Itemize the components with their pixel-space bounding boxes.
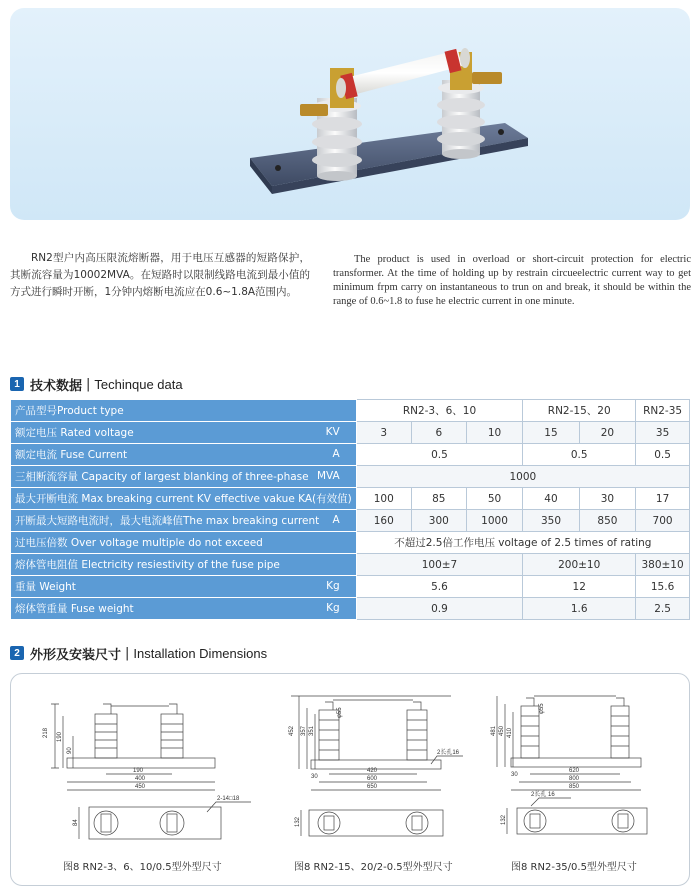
- table-row: [11, 444, 690, 466]
- table-row: [11, 510, 690, 532]
- row-label-text: 产品型号Product type: [15, 405, 124, 417]
- drawing-rn2-3-6-10: [43, 704, 251, 839]
- table-cell: 50: [466, 488, 522, 510]
- section-title-cn: 外形及安装尺寸: [30, 647, 122, 663]
- row-label: [11, 598, 357, 620]
- row-unit: A: [332, 448, 340, 460]
- table-cell: 1.6: [523, 598, 636, 620]
- dim-width-2: 600: [367, 776, 378, 782]
- installation-dimensions-panel: [10, 673, 690, 886]
- description-chinese: RN2型户内高压限流熔断器，用于电压互感器的短路保护，其断流容量为10002MVA。在短路时以限制线路电流到最小值的方式进行瞬时开断，1分钟内熔断电流应在0.6~1.8A范围内。: [10, 252, 310, 298]
- table-row: [11, 598, 690, 620]
- row-unit: Kg: [326, 580, 340, 592]
- table-cell: 1000: [466, 510, 522, 532]
- figure-caption-1: 图8 RN2-3、6、10/0.5型外型尺寸: [63, 862, 222, 873]
- table-cell: 2.5: [636, 598, 690, 620]
- section-title-en: Techinque data: [94, 376, 183, 392]
- table-cell: 35: [636, 422, 690, 444]
- table-cell: RN2-35: [636, 400, 690, 422]
- table-cell: 100: [356, 488, 411, 510]
- table-row: [11, 466, 690, 488]
- dim-height-3: 410: [507, 727, 513, 738]
- table-cell: 30: [579, 488, 635, 510]
- row-label-text: 三相断流容量 Capacity of largest blanking of three-phase: [15, 471, 309, 483]
- fuse-product-illustration: [10, 8, 690, 220]
- table-cell: 700: [636, 510, 690, 532]
- table-cell: 0.5: [636, 444, 690, 466]
- table-cell: 5.6: [356, 576, 523, 598]
- row-label: [11, 576, 357, 598]
- row-unit: A: [332, 514, 340, 526]
- dim-height-2: 357: [301, 725, 307, 736]
- dim-width-3: 650: [367, 784, 378, 790]
- product-image-panel: [10, 8, 690, 220]
- row-label: [11, 532, 357, 554]
- dim-depth: 132: [295, 816, 301, 827]
- dim-width-1: 620: [569, 768, 580, 774]
- section-separator: |: [125, 645, 130, 661]
- table-row: [11, 532, 690, 554]
- dim-hole: 2长孔16: [437, 750, 460, 756]
- drawing-rn2-15-20: [289, 696, 463, 836]
- table-cell: 20: [579, 422, 635, 444]
- dim-height-1: 452: [289, 725, 295, 736]
- row-label-text: 过电压倍数 Over voltage multiple do not exceed: [15, 537, 263, 549]
- table-cell: 40: [523, 488, 579, 510]
- dim-height-2: 190: [57, 731, 63, 742]
- row-unit: MVA: [316, 470, 340, 482]
- dimension-drawings: [11, 674, 690, 886]
- dim-width-3: 850: [569, 784, 580, 790]
- section-heading-tech-data: [10, 375, 183, 393]
- section-heading-installation: [10, 644, 267, 662]
- dim-depth: 84: [73, 819, 79, 826]
- row-unit: Kg: [326, 602, 340, 614]
- row-label: [11, 444, 357, 466]
- row-label-text: 开断最大短路电流时，最大电流峰值The max breaking current: [15, 515, 320, 527]
- table-cell: 17: [636, 488, 690, 510]
- table-cell: 0.5: [523, 444, 636, 466]
- table-cell: 160: [356, 510, 411, 532]
- row-label: [11, 554, 357, 576]
- dim-height-3: 90: [67, 747, 73, 754]
- row-label: [11, 400, 357, 422]
- technical-data-table: [10, 399, 690, 620]
- table-row: [11, 488, 690, 510]
- table-cell: 15.6: [636, 576, 690, 598]
- section-number-badge: 2: [10, 646, 24, 660]
- row-label-text: 最大开断电流 Max breaking current KV effective vakue KA(有效值): [15, 493, 352, 505]
- section-title-en: Installation Dimensions: [133, 645, 268, 661]
- dim-height-1: 481: [491, 725, 497, 736]
- row-label: [11, 466, 357, 488]
- table-cell: RN2-15、20: [523, 400, 636, 422]
- section-separator: |: [86, 376, 91, 392]
- table-cell: 0.9: [356, 598, 523, 620]
- dim-offset: 30: [311, 774, 318, 780]
- dim-diameter: φ55: [337, 707, 343, 718]
- row-label-text: 额定电压 Rated voltage: [15, 427, 134, 439]
- table-row: [11, 422, 690, 444]
- figure-caption-2: 图8 RN2-15、20/2-0.5型外型尺寸: [294, 862, 453, 873]
- table-cell: RN2-3、6、10: [356, 400, 523, 422]
- table-cell: 850: [579, 510, 635, 532]
- row-unit: KV: [325, 426, 340, 438]
- row-label-text: 重量 Weight: [15, 581, 76, 593]
- dim-depth: 132: [501, 814, 507, 825]
- table-cell: 380±10: [636, 554, 690, 576]
- table-row: [11, 400, 690, 422]
- table-cell: 不超过2.5倍工作电压 voltage of 2.5 times of rating: [356, 532, 689, 554]
- table-cell: 10: [466, 422, 522, 444]
- row-label-text: 额定电流 Fuse Current: [15, 449, 128, 461]
- table-cell: 6: [411, 422, 466, 444]
- dim-hole: 2-14□18: [217, 796, 240, 802]
- table-cell: 12: [523, 576, 636, 598]
- table-cell: 200±10: [523, 554, 636, 576]
- table-row: [11, 576, 690, 598]
- table-cell: 15: [523, 422, 579, 444]
- dim-width-3: 450: [135, 784, 146, 790]
- dim-hole: 2长孔 16: [531, 792, 555, 798]
- table-cell: 100±7: [356, 554, 523, 576]
- drawing-rn2-35: [491, 696, 647, 834]
- row-label: [11, 488, 357, 510]
- table-cell: 85: [411, 488, 466, 510]
- table-cell: 0.5: [356, 444, 523, 466]
- table-cell: 1000: [356, 466, 689, 488]
- table-cell: 300: [411, 510, 466, 532]
- dim-width-2: 400: [135, 776, 146, 782]
- dim-diameter: φ55: [539, 703, 545, 714]
- row-label-text: 熔体管电阻值 Electricity resiestivity of the fuse pipe: [15, 559, 280, 571]
- row-label: [11, 510, 357, 532]
- section-title-cn: 技术数据: [30, 378, 83, 394]
- dim-width-1: 190: [133, 768, 144, 774]
- dim-height-2: 450: [499, 725, 505, 736]
- table-row: [11, 554, 690, 576]
- dim-height-3: 351: [309, 725, 315, 736]
- dim-width-2: 800: [569, 776, 580, 782]
- table-cell: 3: [356, 422, 411, 444]
- dim-height-1: 218: [43, 727, 49, 738]
- dim-width-1: 420: [367, 768, 378, 774]
- row-label: [11, 422, 357, 444]
- figure-caption-3: 图8 RN2-35/0.5型外型尺寸: [511, 862, 637, 873]
- dim-offset: 30: [511, 772, 518, 778]
- section-number-badge: 1: [10, 377, 24, 391]
- row-label-text: 熔体管重量 Fuse weight: [15, 603, 134, 615]
- table-cell: 350: [523, 510, 579, 532]
- description-english: The product is used in overload or short-circuit protection for electric transformer. At the time of holding up by restrain circueelectric current way to get minimum frpm carry on instantaneous to trun on and break, it should be within the range of 0.6~1.8 to fuse he electric current in one minute.: [333, 254, 691, 307]
